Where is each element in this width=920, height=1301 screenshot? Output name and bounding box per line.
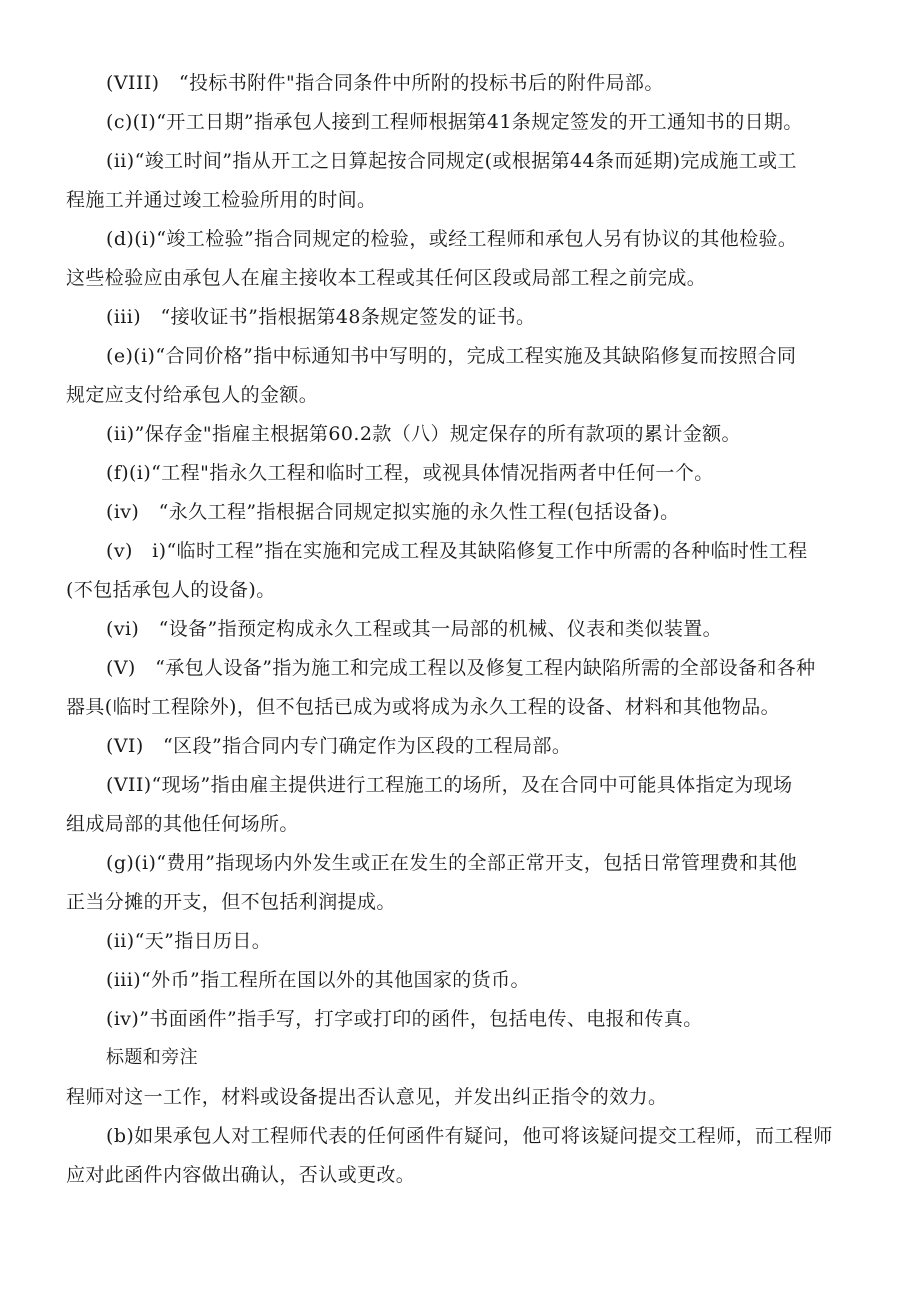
paragraph-engineer-disapproval: 程师对这一工作，材料或设备提出否认意见，并发出纠正指令的效力。 (66, 1086, 668, 1108)
clause-g-i-cost: (g)(i)“费用”指现场内外发生或正在发生的全部正常开支，包括日常管理费和其他 (106, 852, 798, 874)
clause-VII-site-cont: 组成局部的其他任何场所。 (66, 813, 299, 835)
clause-v-temporary-works-cont: (不包括承包人的设备)。 (66, 579, 276, 601)
clause-V-contractors-equipment: (V) “承包人设备”指为施工和完成工程以及修复工程内缺陷所需的全部设备和各种 (106, 657, 816, 679)
clause-e-i-contract-price: (e)(i)“合同价格”指中标通知书中写明的，完成工程实施及其缺陷修复而按照合同 (106, 345, 797, 367)
clause-vi-plant: (vi) “设备”指预定构成永久工程或其一局部的机械、仪表和类似装置。 (106, 618, 723, 640)
clause-iv-in-writing: (iv)”书面函件”指手写，打字或打印的函件，包括电传、电报和传真。 (106, 1008, 703, 1030)
clause-ii-retention-money: (ii)”保存金"指雇主根据第60.2款（八）规定保存的所有款项的累计金额。 (106, 423, 741, 445)
clause-iii-foreign-currency: (iii)“外币”指工程所在国以外的其他国家的货币。 (106, 969, 530, 991)
clause-viii-tender-appendix: (VIII) “投标书附件"指合同条件中所附的投标书后的附件局部。 (106, 72, 664, 94)
section-heading-headings-and-marginal-notes: 标题和旁注 (106, 1047, 198, 1068)
clause-ii-completion-time: (ii)“竣工时间”指从开工之日算起按合同规定(或根据第44条而延期)完成施工或工 (106, 150, 797, 172)
clause-g-i-cost-cont: 正当分摊的开支，但不包括利润提成。 (66, 891, 396, 913)
clause-b-questioning-communications: (b)如果承包人对工程师代表的任何函件有疑问，他可将该疑问提交工程师，而工程师 (106, 1125, 833, 1147)
clause-c-i-commencement-date: (c)(I)“开工日期”指承包人接到工程师根据第41条规定签发的开工通知书的日期。 (106, 111, 803, 133)
clause-d-i-completion-tests: (d)(i)“竣工检验”指合同规定的检验，或经工程师和承包人另有协议的其他检验。 (106, 228, 798, 250)
clause-iv-permanent-works: (iv) “永久工程”指根据合同规定拟实施的永久性工程(包括设备)。 (106, 501, 680, 523)
clause-iii-taking-over-certificate: (iii) “接收证书”指根据第48条规定签发的证书。 (106, 306, 536, 328)
clause-f-i-works: (f)(i)“工程"指永久工程和临时工程，或视具体情况指两者中任何一个。 (106, 462, 714, 484)
clause-e-i-contract-price-cont: 规定应支付给承包人的金额。 (66, 384, 319, 406)
clause-v-temporary-works: (v) i)“临时工程”指在实施和完成工程及其缺陷修复工作中所需的各种临时性工程 (106, 540, 808, 562)
clause-ii-completion-time-cont: 程施工并通过竣工检验所用的时间。 (66, 189, 377, 211)
clause-VI-section: (VI) “区段”指合同内专门确定作为区段的工程局部。 (106, 735, 572, 757)
clause-b-questioning-communications-cont: 应对此函件内容做出确认，否认或更改。 (66, 1164, 416, 1186)
clause-V-contractors-equipment-cont: 器具(临时工程除外)，但不包括已成为或将成为永久工程的设备、材料和其他物品。 (66, 696, 781, 718)
clause-VII-site: (VII)“现场”指由雇主提供进行工程施工的场所，及在合同中可能具体指定为现场 (106, 774, 793, 796)
clause-d-i-completion-tests-cont: 这些检验应由承包人在雇主接收本工程或其任何区段或局部工程之前完成。 (66, 267, 707, 289)
clause-ii-day: (ii)“天”指日历日。 (106, 930, 272, 952)
